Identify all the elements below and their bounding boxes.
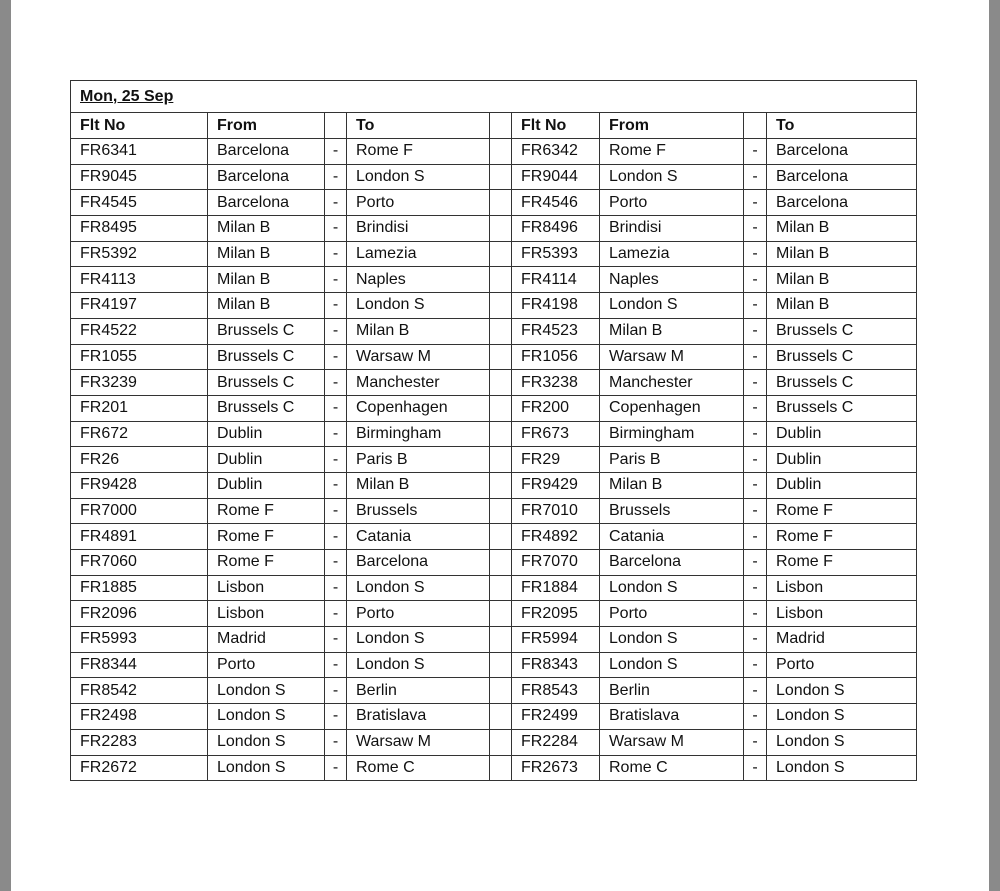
return-flight-number: FR4523 — [512, 318, 600, 344]
outbound-dash: - — [325, 472, 347, 498]
table-row — [71, 216, 917, 242]
outbound-to: Naples — [347, 267, 490, 293]
table-row — [71, 318, 917, 344]
outbound-flight-number: FR4522 — [71, 318, 208, 344]
return-dash: - — [744, 216, 767, 242]
gap-cell — [490, 293, 512, 319]
outbound-flight-number: FR9045 — [71, 164, 208, 190]
table-row — [71, 498, 917, 524]
table-row — [71, 652, 917, 678]
return-to: Barcelona — [767, 164, 917, 190]
return-flight-number: FR2095 — [512, 601, 600, 627]
return-to: Milan B — [767, 267, 917, 293]
outbound-dash: - — [325, 652, 347, 678]
outbound-from: Barcelona — [208, 164, 325, 190]
outbound-dash: - — [325, 729, 347, 755]
return-to: Porto — [767, 652, 917, 678]
return-flight-number: FR4546 — [512, 190, 600, 216]
gap-cell — [490, 575, 512, 601]
gap-cell — [490, 344, 512, 370]
return-dash: - — [744, 370, 767, 396]
outbound-dash: - — [325, 318, 347, 344]
table-row — [71, 344, 917, 370]
outbound-from: Milan B — [208, 216, 325, 242]
outbound-from: Brussels C — [208, 344, 325, 370]
table-row — [71, 704, 917, 730]
gap-cell — [490, 498, 512, 524]
outbound-to: Warsaw M — [347, 729, 490, 755]
gap-cell — [490, 267, 512, 293]
outbound-flight-number: FR9428 — [71, 472, 208, 498]
outbound-from: Rome F — [208, 524, 325, 550]
gap-cell — [490, 755, 512, 781]
outbound-to: Bratislava — [347, 704, 490, 730]
return-dash: - — [744, 472, 767, 498]
return-dash: - — [744, 627, 767, 653]
outbound-flight-number: FR5392 — [71, 241, 208, 267]
return-dash: - — [744, 241, 767, 267]
outbound-dash: - — [325, 344, 347, 370]
return-to: Lisbon — [767, 575, 917, 601]
outbound-flight-number: FR4545 — [71, 190, 208, 216]
return-from: Milan B — [600, 318, 744, 344]
return-dash: - — [744, 652, 767, 678]
outbound-flight-number: FR4113 — [71, 267, 208, 293]
gap-cell — [490, 318, 512, 344]
date-label: Mon, 25 Sep — [80, 87, 174, 105]
return-to: Dublin — [767, 447, 917, 473]
gap-cell — [490, 550, 512, 576]
outbound-from: Rome F — [208, 550, 325, 576]
outbound-dash: - — [325, 550, 347, 576]
return-to: Brussels C — [767, 395, 917, 421]
return-flight-number: FR4198 — [512, 293, 600, 319]
return-flight-number: FR6342 — [512, 139, 600, 165]
return-dash: - — [744, 421, 767, 447]
header-return-to: To — [767, 113, 917, 139]
outbound-dash: - — [325, 395, 347, 421]
outbound-dash: - — [325, 498, 347, 524]
return-flight-number: FR2499 — [512, 704, 600, 730]
table-row — [71, 678, 917, 704]
table-row — [71, 524, 917, 550]
outbound-dash: - — [325, 216, 347, 242]
return-to: Lisbon — [767, 601, 917, 627]
return-from: Paris B — [600, 447, 744, 473]
table-row — [71, 190, 917, 216]
outbound-from: Lisbon — [208, 601, 325, 627]
return-to: London S — [767, 678, 917, 704]
outbound-flight-number: FR6341 — [71, 139, 208, 165]
outbound-dash: - — [325, 704, 347, 730]
return-from: Manchester — [600, 370, 744, 396]
gap-cell — [490, 601, 512, 627]
return-from: Rome C — [600, 755, 744, 781]
return-to: Rome F — [767, 550, 917, 576]
outbound-dash: - — [325, 524, 347, 550]
header-row — [71, 113, 917, 139]
table-row — [71, 241, 917, 267]
return-dash: - — [744, 524, 767, 550]
table-row — [71, 627, 917, 653]
table-row — [71, 729, 917, 755]
gap-cell — [490, 704, 512, 730]
return-dash: - — [744, 704, 767, 730]
outbound-from: Lisbon — [208, 575, 325, 601]
return-from: London S — [600, 293, 744, 319]
gap-cell — [490, 370, 512, 396]
outbound-dash: - — [325, 293, 347, 319]
return-dash: - — [744, 318, 767, 344]
outbound-dash: - — [325, 755, 347, 781]
outbound-from: Dublin — [208, 472, 325, 498]
outbound-to: Milan B — [347, 318, 490, 344]
outbound-flight-number: FR26 — [71, 447, 208, 473]
return-to: Milan B — [767, 216, 917, 242]
outbound-dash: - — [325, 164, 347, 190]
outbound-from: Milan B — [208, 293, 325, 319]
table-row — [71, 472, 917, 498]
gap-cell — [490, 164, 512, 190]
outbound-from: Barcelona — [208, 139, 325, 165]
gap-cell — [490, 241, 512, 267]
table-row — [71, 370, 917, 396]
outbound-to: Rome F — [347, 139, 490, 165]
outbound-from: London S — [208, 755, 325, 781]
header-return-dash — [744, 113, 767, 139]
outbound-to: London S — [347, 293, 490, 319]
return-from: Birmingham — [600, 421, 744, 447]
return-flight-number: FR8543 — [512, 678, 600, 704]
table-row — [71, 421, 917, 447]
outbound-flight-number: FR8495 — [71, 216, 208, 242]
outbound-flight-number: FR2096 — [71, 601, 208, 627]
return-dash: - — [744, 190, 767, 216]
outbound-dash: - — [325, 139, 347, 165]
return-from: Milan B — [600, 472, 744, 498]
return-flight-number: FR4892 — [512, 524, 600, 550]
gap-cell — [490, 652, 512, 678]
return-to: London S — [767, 755, 917, 781]
return-from: London S — [600, 164, 744, 190]
outbound-from: London S — [208, 729, 325, 755]
table-row — [71, 164, 917, 190]
return-flight-number: FR9044 — [512, 164, 600, 190]
return-from: Catania — [600, 524, 744, 550]
outbound-from: Rome F — [208, 498, 325, 524]
outbound-flight-number: FR672 — [71, 421, 208, 447]
table-row — [71, 139, 917, 165]
table-row — [71, 267, 917, 293]
return-dash: - — [744, 550, 767, 576]
outbound-from: Dublin — [208, 447, 325, 473]
table-row — [71, 550, 917, 576]
outbound-to: Brussels — [347, 498, 490, 524]
return-flight-number: FR1884 — [512, 575, 600, 601]
return-to: Milan B — [767, 293, 917, 319]
header-return-flt-no: Flt No — [512, 113, 600, 139]
outbound-to: Berlin — [347, 678, 490, 704]
table-row — [71, 395, 917, 421]
return-flight-number: FR5393 — [512, 241, 600, 267]
header-outbound-dash — [325, 113, 347, 139]
outbound-dash: - — [325, 678, 347, 704]
return-flight-number: FR5994 — [512, 627, 600, 653]
return-flight-number: FR7010 — [512, 498, 600, 524]
outbound-flight-number: FR7000 — [71, 498, 208, 524]
return-from: Warsaw M — [600, 729, 744, 755]
gap-cell — [490, 472, 512, 498]
table-row — [71, 447, 917, 473]
header-return-from: From — [600, 113, 744, 139]
return-from: Brindisi — [600, 216, 744, 242]
return-from: Lamezia — [600, 241, 744, 267]
return-to: Rome F — [767, 498, 917, 524]
return-from: Barcelona — [600, 550, 744, 576]
return-dash: - — [744, 729, 767, 755]
outbound-from: Barcelona — [208, 190, 325, 216]
outbound-flight-number: FR1055 — [71, 344, 208, 370]
return-flight-number: FR4114 — [512, 267, 600, 293]
outbound-dash: - — [325, 447, 347, 473]
schedule-date-title — [71, 81, 917, 113]
outbound-to: Brindisi — [347, 216, 490, 242]
outbound-flight-number: FR5993 — [71, 627, 208, 653]
return-from: Rome F — [600, 139, 744, 165]
outbound-dash: - — [325, 370, 347, 396]
table-row — [71, 601, 917, 627]
return-from: Bratislava — [600, 704, 744, 730]
gap-cell — [490, 729, 512, 755]
outbound-to: Porto — [347, 190, 490, 216]
outbound-flight-number: FR201 — [71, 395, 208, 421]
return-flight-number: FR9429 — [512, 472, 600, 498]
outbound-dash: - — [325, 575, 347, 601]
return-from: Warsaw M — [600, 344, 744, 370]
return-from: London S — [600, 627, 744, 653]
outbound-dash: - — [325, 241, 347, 267]
outbound-to: Porto — [347, 601, 490, 627]
return-dash: - — [744, 395, 767, 421]
gap-cell — [490, 139, 512, 165]
return-to: London S — [767, 729, 917, 755]
return-flight-number: FR8343 — [512, 652, 600, 678]
outbound-to: Paris B — [347, 447, 490, 473]
return-from: London S — [600, 652, 744, 678]
outbound-from: Milan B — [208, 267, 325, 293]
document-page — [11, 0, 989, 891]
gap-cell — [490, 447, 512, 473]
outbound-to: Rome C — [347, 755, 490, 781]
gap-cell — [490, 216, 512, 242]
return-dash: - — [744, 267, 767, 293]
return-flight-number: FR7070 — [512, 550, 600, 576]
return-from: Porto — [600, 601, 744, 627]
gap-cell — [490, 524, 512, 550]
table-row — [71, 293, 917, 319]
return-flight-number: FR8496 — [512, 216, 600, 242]
header-outbound-flt-no: Flt No — [71, 113, 208, 139]
title-row — [71, 81, 917, 113]
outbound-flight-number: FR2672 — [71, 755, 208, 781]
return-to: Madrid — [767, 627, 917, 653]
return-dash: - — [744, 498, 767, 524]
outbound-flight-number: FR2283 — [71, 729, 208, 755]
outbound-flight-number: FR3239 — [71, 370, 208, 396]
gap-cell — [490, 395, 512, 421]
outbound-to: London S — [347, 164, 490, 190]
header-outbound-from: From — [208, 113, 325, 139]
return-to: Barcelona — [767, 190, 917, 216]
outbound-dash: - — [325, 627, 347, 653]
return-dash: - — [744, 344, 767, 370]
outbound-flight-number: FR8542 — [71, 678, 208, 704]
header-gap — [490, 113, 512, 139]
outbound-dash: - — [325, 601, 347, 627]
gap-cell — [490, 678, 512, 704]
header-outbound-to: To — [347, 113, 490, 139]
outbound-to: Manchester — [347, 370, 490, 396]
return-to: Dublin — [767, 421, 917, 447]
return-from: Naples — [600, 267, 744, 293]
return-dash: - — [744, 293, 767, 319]
outbound-to: Birmingham — [347, 421, 490, 447]
outbound-flight-number: FR1885 — [71, 575, 208, 601]
return-to: Milan B — [767, 241, 917, 267]
outbound-to: London S — [347, 652, 490, 678]
outbound-dash: - — [325, 421, 347, 447]
gap-cell — [490, 627, 512, 653]
return-to: Brussels C — [767, 318, 917, 344]
outbound-to: Catania — [347, 524, 490, 550]
return-flight-number: FR29 — [512, 447, 600, 473]
outbound-from: Brussels C — [208, 370, 325, 396]
return-dash: - — [744, 575, 767, 601]
outbound-to: Lamezia — [347, 241, 490, 267]
return-to: Dublin — [767, 472, 917, 498]
return-to: Barcelona — [767, 139, 917, 165]
outbound-flight-number: FR4891 — [71, 524, 208, 550]
outbound-flight-number: FR4197 — [71, 293, 208, 319]
outbound-dash: - — [325, 190, 347, 216]
return-dash: - — [744, 164, 767, 190]
outbound-from: London S — [208, 704, 325, 730]
outbound-to: Copenhagen — [347, 395, 490, 421]
flight-schedule-table — [70, 80, 917, 781]
outbound-from: Brussels C — [208, 318, 325, 344]
return-flight-number: FR1056 — [512, 344, 600, 370]
return-dash: - — [744, 447, 767, 473]
return-to: Brussels C — [767, 370, 917, 396]
return-from: Copenhagen — [600, 395, 744, 421]
return-from: London S — [600, 575, 744, 601]
outbound-to: Barcelona — [347, 550, 490, 576]
return-flight-number: FR673 — [512, 421, 600, 447]
outbound-to: Milan B — [347, 472, 490, 498]
return-from: Porto — [600, 190, 744, 216]
outbound-to: Warsaw M — [347, 344, 490, 370]
outbound-from: Porto — [208, 652, 325, 678]
return-to: Rome F — [767, 524, 917, 550]
return-to: Brussels C — [767, 344, 917, 370]
outbound-from: Milan B — [208, 241, 325, 267]
gap-cell — [490, 421, 512, 447]
outbound-to: London S — [347, 627, 490, 653]
outbound-to: London S — [347, 575, 490, 601]
outbound-dash: - — [325, 267, 347, 293]
gap-cell — [490, 190, 512, 216]
return-flight-number: FR2284 — [512, 729, 600, 755]
outbound-from: London S — [208, 678, 325, 704]
table-row — [71, 575, 917, 601]
return-dash: - — [744, 755, 767, 781]
return-dash: - — [744, 139, 767, 165]
return-flight-number: FR2673 — [512, 755, 600, 781]
return-from: Brussels — [600, 498, 744, 524]
outbound-flight-number: FR7060 — [71, 550, 208, 576]
outbound-from: Brussels C — [208, 395, 325, 421]
outbound-flight-number: FR8344 — [71, 652, 208, 678]
return-to: London S — [767, 704, 917, 730]
outbound-from: Madrid — [208, 627, 325, 653]
outbound-flight-number: FR2498 — [71, 704, 208, 730]
return-flight-number: FR200 — [512, 395, 600, 421]
return-dash: - — [744, 601, 767, 627]
outbound-from: Dublin — [208, 421, 325, 447]
table-row — [71, 755, 917, 781]
return-from: Berlin — [600, 678, 744, 704]
return-dash: - — [744, 678, 767, 704]
return-flight-number: FR3238 — [512, 370, 600, 396]
